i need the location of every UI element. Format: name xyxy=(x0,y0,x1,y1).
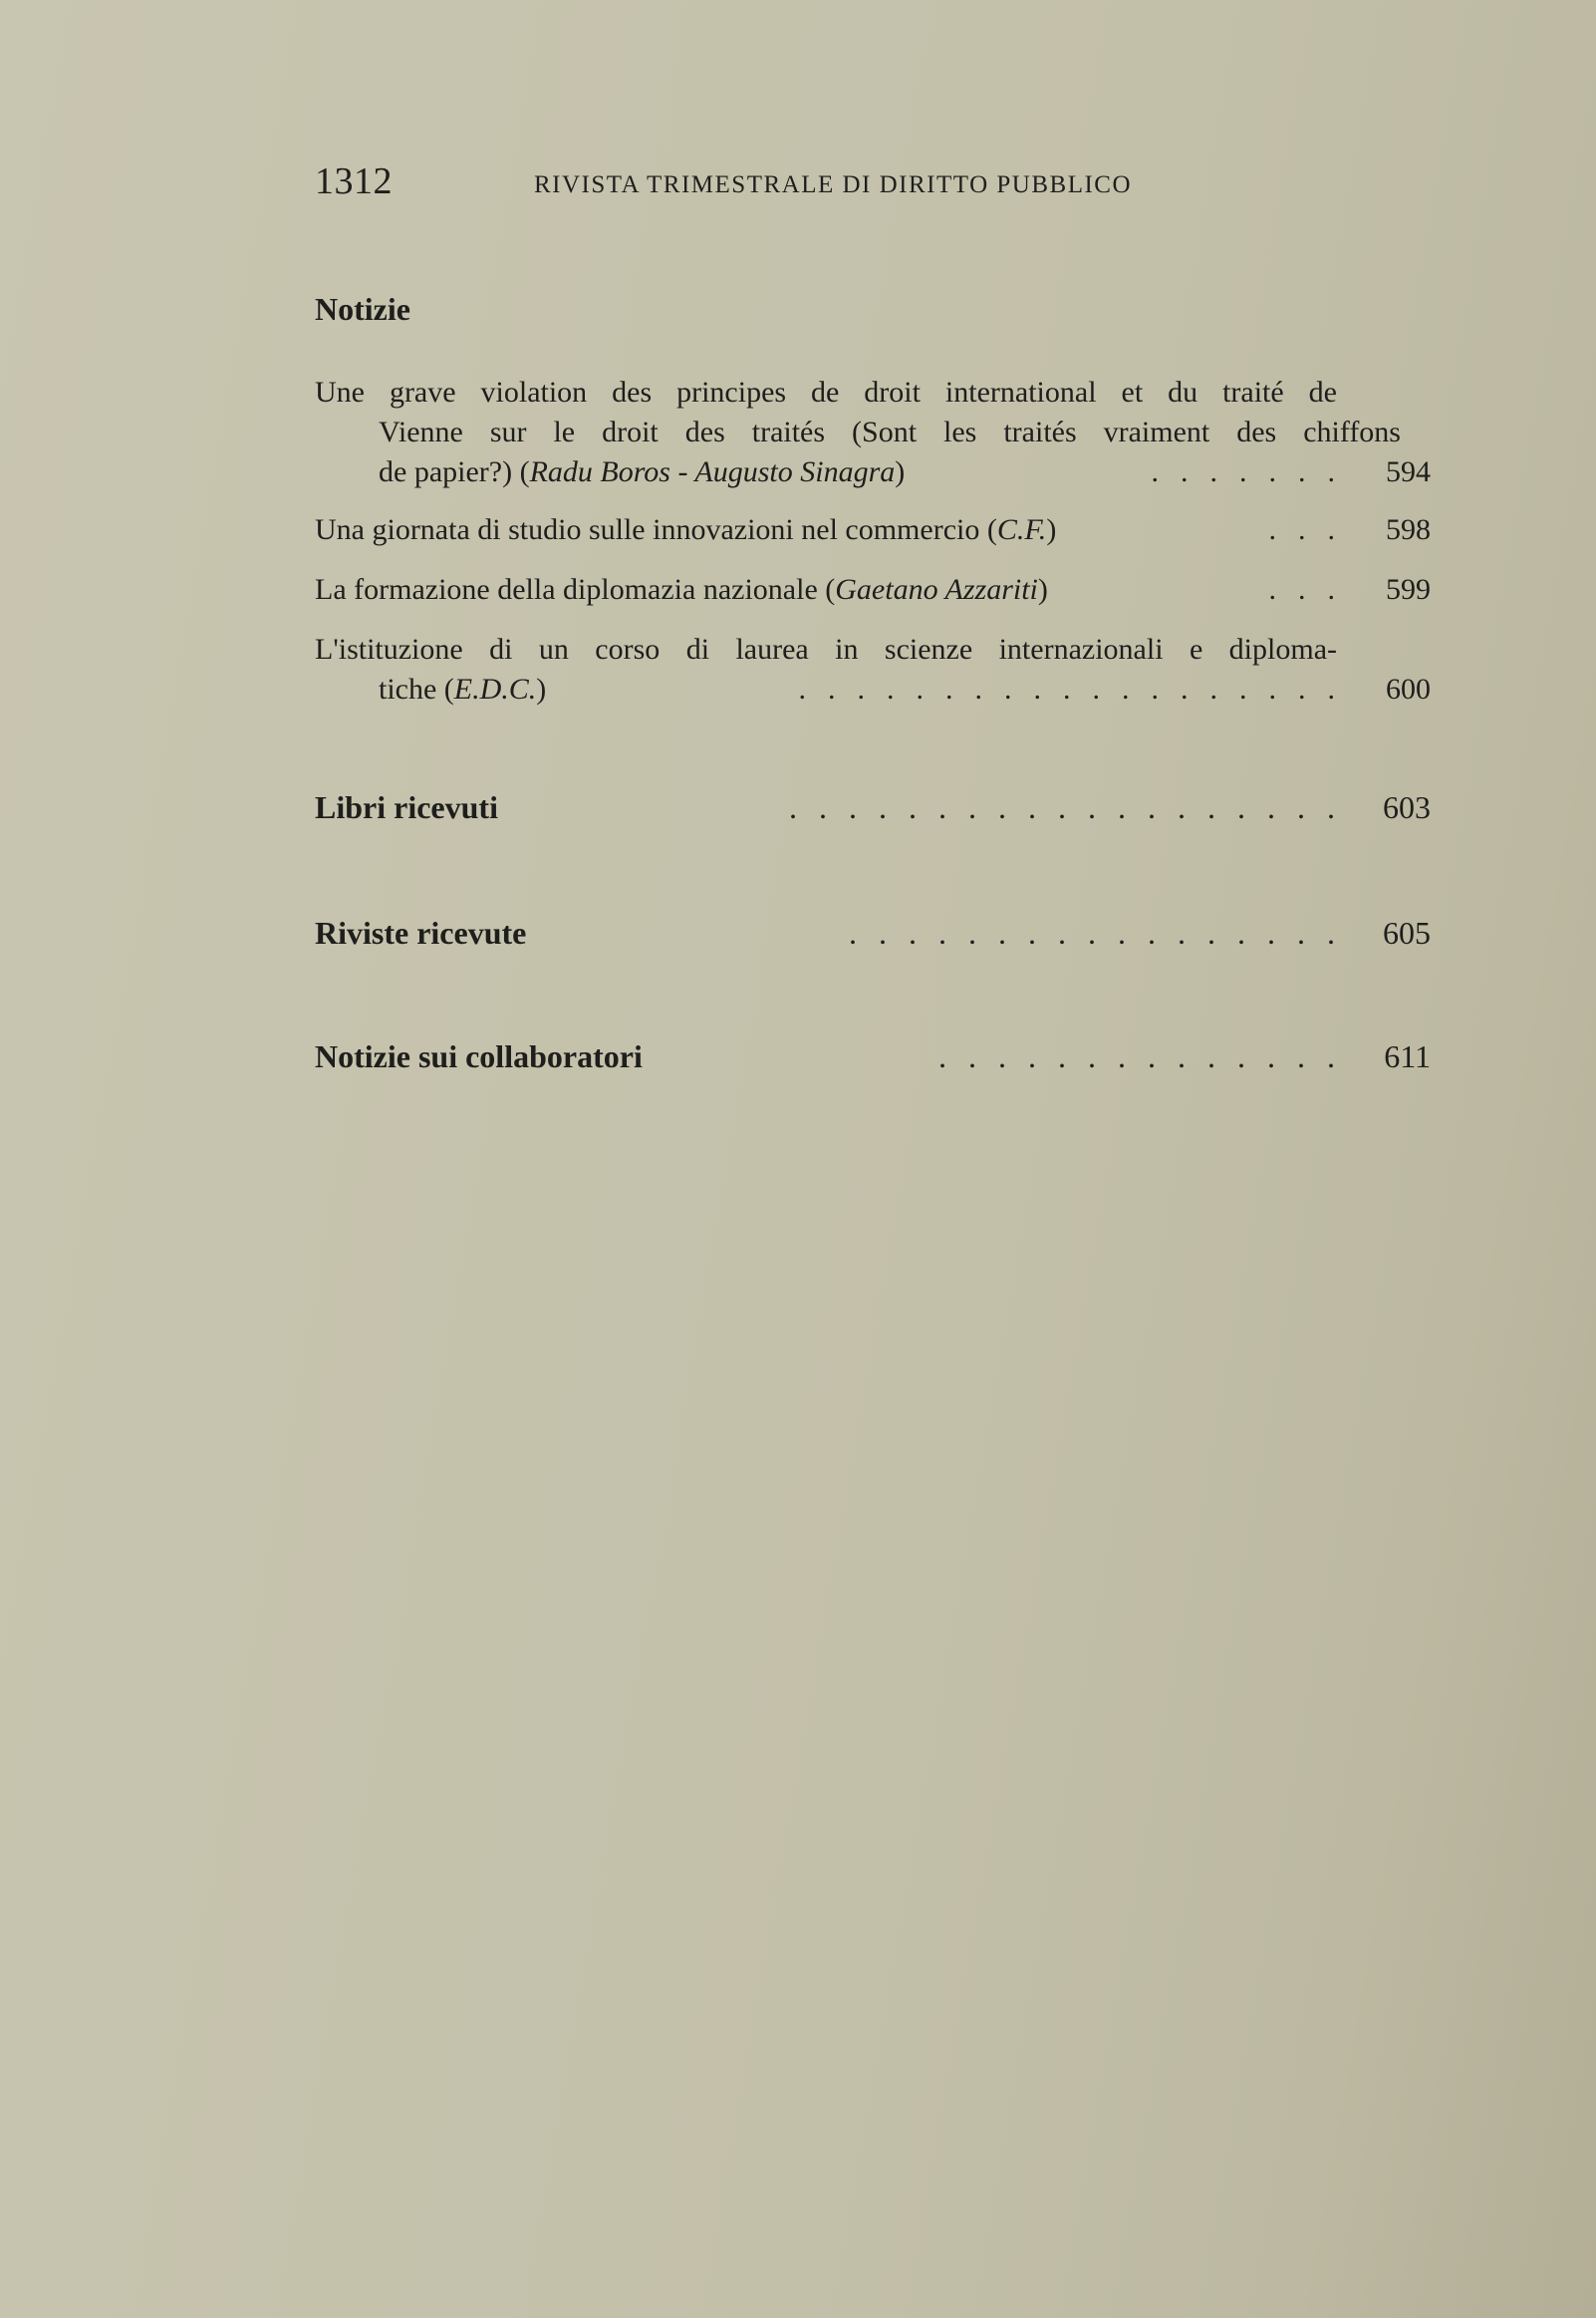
toc-entry-1 xyxy=(315,373,1431,492)
journal-title: RIVISTA TRIMESTRALE DI DIRITTO PUBBLICO xyxy=(534,171,1133,198)
notizie-section xyxy=(315,291,1431,328)
toc-entry-libri xyxy=(315,789,1431,826)
toc-entry-collaboratori xyxy=(315,1038,1431,1075)
leader-dots: ................... xyxy=(798,673,1357,706)
entry-authors: E.D.C. xyxy=(453,673,537,706)
entry-page-number: 598 xyxy=(1386,513,1431,546)
entry-line: de papier?) ( xyxy=(379,455,530,488)
entry-line: L'istituzione di un corso di laurea in scienze internazionali e diploma- xyxy=(315,633,1337,666)
entry-line: Vienne sur le droit des traités (Sont les traités vraiment des chiffons xyxy=(379,416,1401,448)
entry-label: Libri ricevuti xyxy=(315,789,498,825)
toc-entry-2 xyxy=(315,510,1431,550)
leader-dots: ....... xyxy=(1151,455,1357,488)
entry-line: Une grave violation des principes de droit international et du traité de xyxy=(315,376,1337,409)
leader-dots: ... xyxy=(1268,513,1357,546)
entry-text: La formazione della diplomazia nazionale ( xyxy=(315,573,836,606)
leader-dots: .............. xyxy=(938,1038,1357,1074)
entry-close: ) xyxy=(1046,513,1057,546)
entry-page-number: 599 xyxy=(1386,573,1431,606)
entry-authors: Radu Boros - Augusto Sinagra xyxy=(529,455,896,488)
entry-label: Notizie sui collaboratori xyxy=(315,1038,643,1074)
page-number: 1312 xyxy=(315,160,393,202)
entry-page-number: 605 xyxy=(1383,915,1431,951)
toc-entry-riviste xyxy=(315,915,1431,952)
entry-page-number: 600 xyxy=(1386,673,1431,706)
entry-line: tiche ( xyxy=(379,673,454,706)
entry-close: ) xyxy=(536,673,547,706)
entry-authors: C.F. xyxy=(996,513,1047,546)
running-head xyxy=(315,159,1431,209)
entry-page-number: 603 xyxy=(1383,789,1431,825)
entry-page-number: 594 xyxy=(1386,455,1431,488)
toc-entry-3 xyxy=(315,570,1431,610)
entry-close: ) xyxy=(1037,573,1048,606)
entry-text: Una giornata di studio sulle innovazioni nel commercio ( xyxy=(315,513,997,546)
toc-entry-4 xyxy=(315,630,1431,710)
entry-label: Riviste ricevute xyxy=(315,915,527,951)
section-heading-notizie: Notizie xyxy=(315,291,410,327)
entry-authors: Gaetano Azzariti xyxy=(835,573,1038,606)
leader-dots: ................... xyxy=(789,789,1357,825)
leader-dots: ... xyxy=(1268,573,1357,606)
leader-dots: ................. xyxy=(849,915,1357,951)
entry-page-number: 611 xyxy=(1384,1038,1431,1074)
entry-close: ) xyxy=(895,455,906,488)
